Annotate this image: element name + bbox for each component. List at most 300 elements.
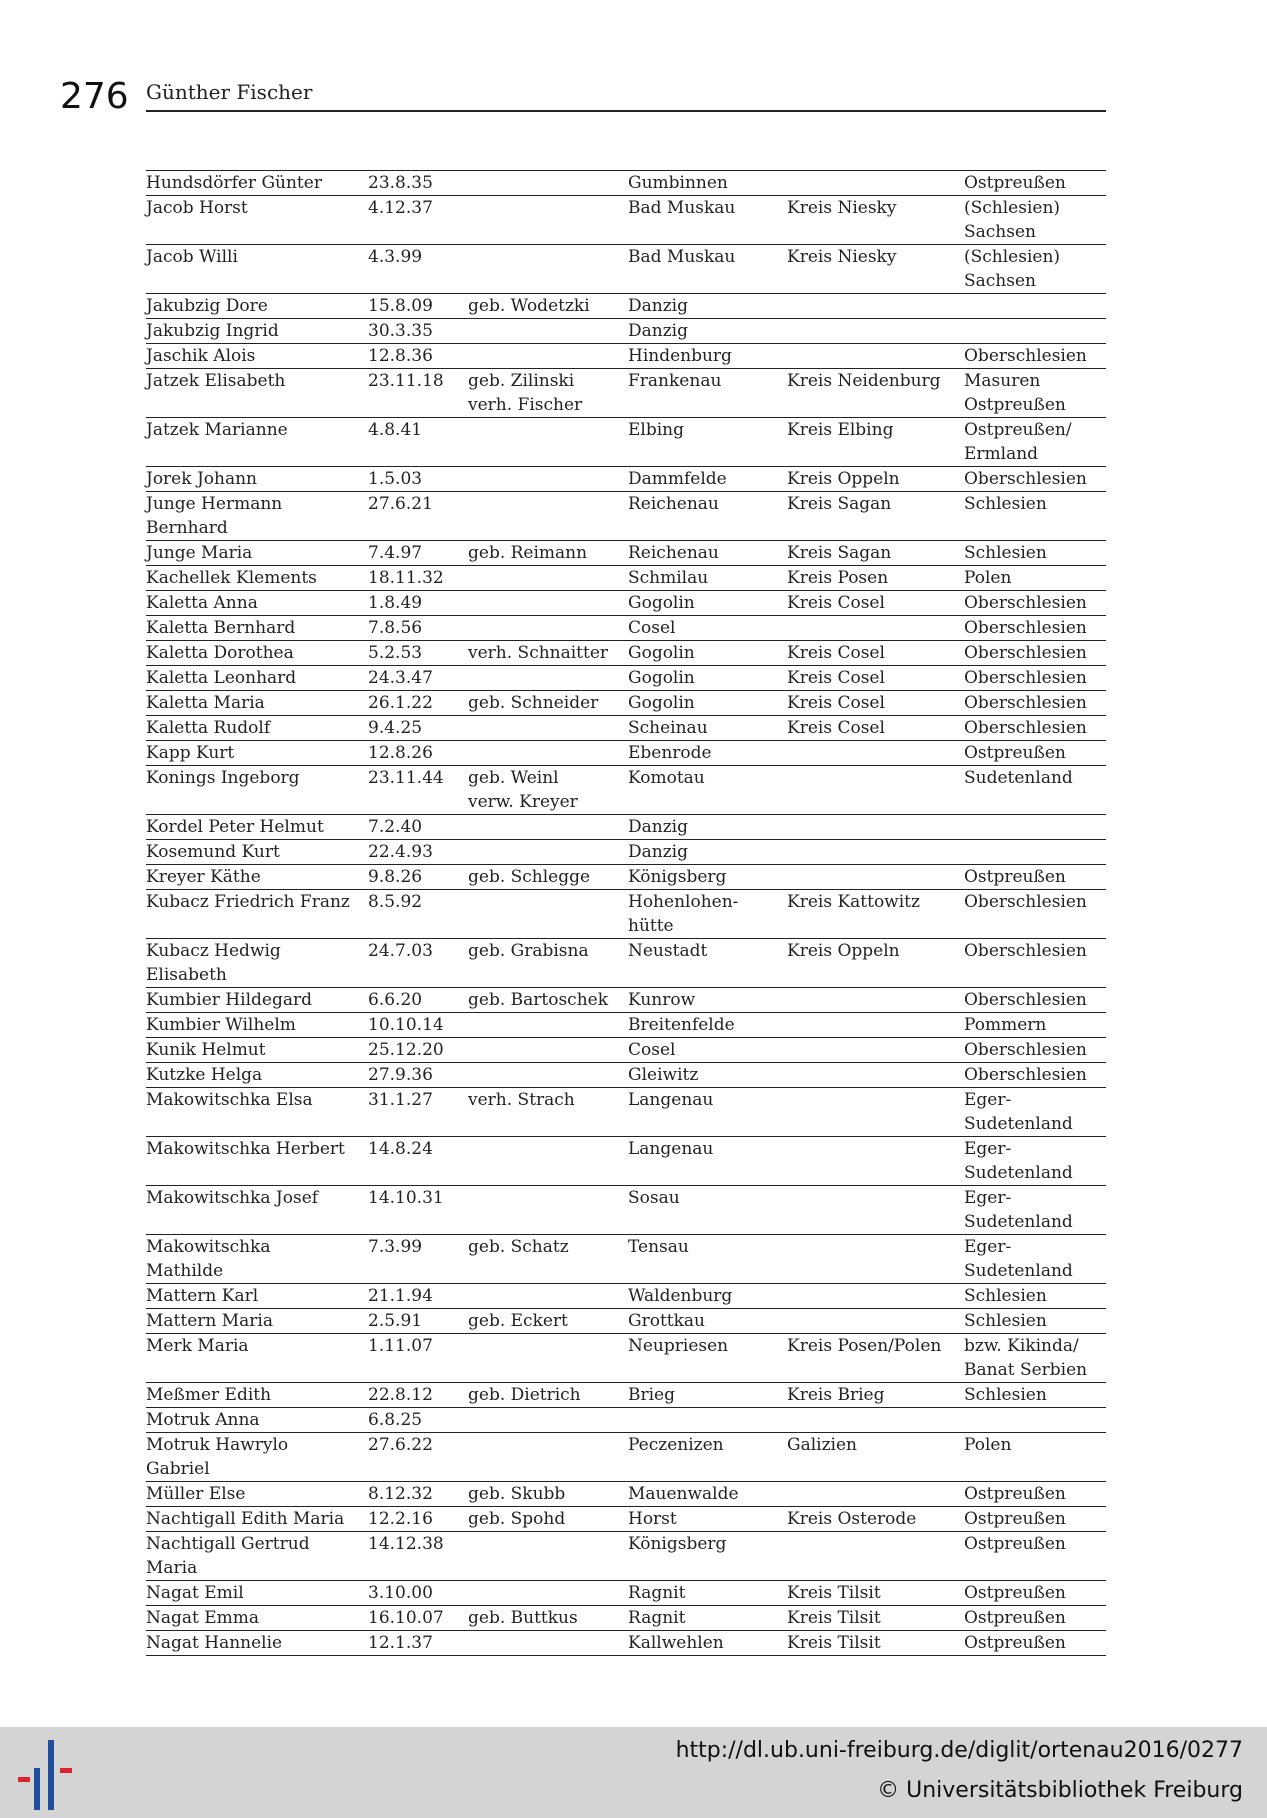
- cell-district: [787, 1235, 964, 1284]
- cell-birth-date: 1.5.03: [368, 467, 468, 492]
- table-row: [146, 196, 1106, 245]
- cell-birth-date: 4.12.37: [368, 196, 468, 245]
- cell-birthplace: Breitenfelde: [628, 1013, 787, 1038]
- cell-district: [787, 1186, 964, 1235]
- table-row: [146, 840, 1106, 865]
- cell-region: Ostpreußen: [964, 1532, 1106, 1581]
- footer-url-link[interactable]: http://dl.ub.uni-freiburg.de/diglit/ortenau2016/0277: [675, 1738, 1243, 1763]
- cell-district: Kreis Cosel: [787, 666, 964, 691]
- table-row: [146, 1334, 1106, 1383]
- cell-name: Kubacz Hedwig Elisabeth: [146, 939, 368, 988]
- cell-name-note: [468, 1334, 628, 1383]
- cell-name: Nagat Emma: [146, 1606, 368, 1631]
- table-row: [146, 766, 1106, 815]
- cell-name: Mattern Karl: [146, 1284, 368, 1309]
- cell-birth-date: 1.8.49: [368, 591, 468, 616]
- cell-district: [787, 1309, 964, 1334]
- cell-name: Kutzke Helga: [146, 1063, 368, 1088]
- cell-name: Jatzek Marianne: [146, 418, 368, 467]
- cell-birth-date: 10.10.14: [368, 1013, 468, 1038]
- cell-region: [964, 294, 1106, 319]
- cell-district: [787, 1532, 964, 1581]
- cell-name: Jakubzig Ingrid: [146, 319, 368, 344]
- cell-name: Nagat Hannelie: [146, 1631, 368, 1656]
- cell-name-note: [468, 591, 628, 616]
- cell-region: Oberschlesien: [964, 641, 1106, 666]
- table-row: [146, 1309, 1106, 1334]
- cell-name-note: [468, 666, 628, 691]
- cell-birth-date: 26.1.22: [368, 691, 468, 716]
- cell-name: Mattern Maria: [146, 1309, 368, 1334]
- cell-region: Polen: [964, 566, 1106, 591]
- cell-name: Jakubzig Dore: [146, 294, 368, 319]
- register-body: [146, 171, 1106, 1656]
- cell-district: Kreis Tilsit: [787, 1581, 964, 1606]
- cell-district: Kreis Brieg: [787, 1383, 964, 1408]
- cell-district: Galizien: [787, 1433, 964, 1482]
- cell-region: Oberschlesien: [964, 890, 1106, 939]
- cell-district: [787, 171, 964, 196]
- cell-birthplace: Reichenau: [628, 541, 787, 566]
- cell-district: Kreis Elbing: [787, 418, 964, 467]
- cell-region: Oberschlesien: [964, 467, 1106, 492]
- cell-region: Eger- Sudetenland: [964, 1186, 1106, 1235]
- table-row: [146, 1507, 1106, 1532]
- cell-district: Kreis Sagan: [787, 492, 964, 541]
- cell-district: Kreis Oppeln: [787, 467, 964, 492]
- cell-name-note: [468, 616, 628, 641]
- cell-birth-date: 8.12.32: [368, 1482, 468, 1507]
- cell-name-note: geb. Schneider: [468, 691, 628, 716]
- cell-name: Jorek Johann: [146, 467, 368, 492]
- table-row: [146, 1631, 1106, 1656]
- cell-birthplace: Langenau: [628, 1088, 787, 1137]
- running-head-author: Günther Fischer: [146, 80, 313, 104]
- cell-region: Ostpreußen: [964, 1606, 1106, 1631]
- table-row: [146, 344, 1106, 369]
- table-row: [146, 1137, 1106, 1186]
- cell-birth-date: 18.11.32: [368, 566, 468, 591]
- cell-birthplace: Kunrow: [628, 988, 787, 1013]
- table-row: [146, 319, 1106, 344]
- cell-birth-date: 23.11.18: [368, 369, 468, 418]
- cell-name-note: geb. Schatz: [468, 1235, 628, 1284]
- table-row: [146, 988, 1106, 1013]
- cell-name: Müller Else: [146, 1482, 368, 1507]
- cell-birth-date: 16.10.07: [368, 1606, 468, 1631]
- table-row: [146, 294, 1106, 319]
- cell-name-note: [468, 1038, 628, 1063]
- cell-birth-date: 21.1.94: [368, 1284, 468, 1309]
- cell-region: Oberschlesien: [964, 616, 1106, 641]
- cell-district: Kreis Kattowitz: [787, 890, 964, 939]
- cell-name: Kaletta Bernhard: [146, 616, 368, 641]
- cell-region: [964, 840, 1106, 865]
- cell-name-note: [468, 566, 628, 591]
- cell-district: [787, 1063, 964, 1088]
- cell-name-note: geb. Wodetzki: [468, 294, 628, 319]
- cell-birthplace: Horst: [628, 1507, 787, 1532]
- cell-birthplace: Königsberg: [628, 1532, 787, 1581]
- cell-name-note: geb. Grabisna: [468, 939, 628, 988]
- cell-district: [787, 344, 964, 369]
- cell-name-note: [468, 1137, 628, 1186]
- table-row: [146, 566, 1106, 591]
- cell-region: Oberschlesien: [964, 988, 1106, 1013]
- cell-district: Kreis Cosel: [787, 691, 964, 716]
- cell-birth-date: 30.3.35: [368, 319, 468, 344]
- table-row: [146, 591, 1106, 616]
- cell-region: Schlesien: [964, 541, 1106, 566]
- cell-name-note: [468, 418, 628, 467]
- cell-name-note: geb. Spohd: [468, 1507, 628, 1532]
- cell-birthplace: Waldenburg: [628, 1284, 787, 1309]
- cell-region: (Schlesien) Sachsen: [964, 196, 1106, 245]
- cell-birth-date: 4.3.99: [368, 245, 468, 294]
- university-library-logo-icon: [14, 1740, 84, 1810]
- cell-name-note: [468, 344, 628, 369]
- cell-region: Oberschlesien: [964, 591, 1106, 616]
- cell-name-note: [468, 196, 628, 245]
- cell-region: Ostpreußen: [964, 1581, 1106, 1606]
- cell-birthplace: Danzig: [628, 815, 787, 840]
- cell-name-note: [468, 716, 628, 741]
- cell-birthplace: Gleiwitz: [628, 1063, 787, 1088]
- cell-birth-date: 4.8.41: [368, 418, 468, 467]
- cell-name-note: geb. Reimann: [468, 541, 628, 566]
- cell-birth-date: 1.11.07: [368, 1334, 468, 1383]
- cell-birth-date: 15.8.09: [368, 294, 468, 319]
- cell-name: Merk Maria: [146, 1334, 368, 1383]
- cell-district: Kreis Osterode: [787, 1507, 964, 1532]
- cell-region: Oberschlesien: [964, 1038, 1106, 1063]
- cell-birth-date: 27.9.36: [368, 1063, 468, 1088]
- cell-district: [787, 1013, 964, 1038]
- table-row: [146, 1235, 1106, 1284]
- cell-birth-date: 2.5.91: [368, 1309, 468, 1334]
- table-row: [146, 641, 1106, 666]
- cell-name-note: [468, 1581, 628, 1606]
- cell-region: Ostpreußen: [964, 1631, 1106, 1656]
- register-table: [146, 170, 1106, 1656]
- page-number: 276: [60, 76, 129, 117]
- cell-birthplace: Ragnit: [628, 1581, 787, 1606]
- cell-name-note: [468, 1013, 628, 1038]
- cell-name-note: [468, 890, 628, 939]
- cell-district: [787, 1137, 964, 1186]
- cell-birthplace: Danzig: [628, 840, 787, 865]
- cell-birth-date: 14.10.31: [368, 1186, 468, 1235]
- cell-region: Schlesien: [964, 1284, 1106, 1309]
- cell-name: Jaschik Alois: [146, 344, 368, 369]
- cell-district: [787, 741, 964, 766]
- cell-name: Kapp Kurt: [146, 741, 368, 766]
- cell-name-note: [468, 1063, 628, 1088]
- cell-name: Jatzek Elisabeth: [146, 369, 368, 418]
- cell-district: [787, 616, 964, 641]
- cell-birthplace: Cosel: [628, 616, 787, 641]
- footer-copyright: © Universitätsbibliothek Freiburg: [877, 1778, 1243, 1803]
- cell-birthplace: Cosel: [628, 1038, 787, 1063]
- cell-birth-date: 6.8.25: [368, 1408, 468, 1433]
- cell-birthplace: Kallwehlen: [628, 1631, 787, 1656]
- cell-region: Ostpreußen: [964, 741, 1106, 766]
- cell-birthplace: Königsberg: [628, 865, 787, 890]
- cell-name-note: [468, 1532, 628, 1581]
- cell-region: Schlesien: [964, 1383, 1106, 1408]
- cell-region: Eger- Sudetenland: [964, 1235, 1106, 1284]
- cell-district: [787, 294, 964, 319]
- cell-name: Makowitschka Josef: [146, 1186, 368, 1235]
- table-row: [146, 741, 1106, 766]
- cell-region: Ostpreußen: [964, 171, 1106, 196]
- cell-name-note: [468, 840, 628, 865]
- cell-name-note: [468, 815, 628, 840]
- cell-district: [787, 840, 964, 865]
- cell-birthplace: Dammfelde: [628, 467, 787, 492]
- table-row: [146, 865, 1106, 890]
- cell-name: Motruk Hawrylo Gabriel: [146, 1433, 368, 1482]
- cell-name-note: geb. Weinl verw. Kreyer: [468, 766, 628, 815]
- table-row: [146, 1482, 1106, 1507]
- cell-name: Kaletta Leonhard: [146, 666, 368, 691]
- cell-district: Kreis Cosel: [787, 716, 964, 741]
- cell-district: [787, 319, 964, 344]
- cell-name-note: geb. Schlegge: [468, 865, 628, 890]
- cell-birthplace: Frankenau: [628, 369, 787, 418]
- cell-district: [787, 1038, 964, 1063]
- cell-region: Pommern: [964, 1013, 1106, 1038]
- cell-region: [964, 319, 1106, 344]
- cell-name: Makowitschka Herbert: [146, 1137, 368, 1186]
- table-row: [146, 939, 1106, 988]
- cell-birth-date: 14.8.24: [368, 1137, 468, 1186]
- cell-district: Kreis Cosel: [787, 591, 964, 616]
- cell-region: Schlesien: [964, 492, 1106, 541]
- cell-birthplace: Scheinau: [628, 716, 787, 741]
- cell-birthplace: Gumbinnen: [628, 171, 787, 196]
- cell-birthplace: Grottkau: [628, 1309, 787, 1334]
- cell-region: Eger- Sudetenland: [964, 1088, 1106, 1137]
- table-row: [146, 541, 1106, 566]
- table-row: [146, 245, 1106, 294]
- cell-birth-date: 22.8.12: [368, 1383, 468, 1408]
- table-row: [146, 616, 1106, 641]
- cell-name: Kordel Peter Helmut: [146, 815, 368, 840]
- table-row: [146, 815, 1106, 840]
- cell-name: Kumbier Hildegard: [146, 988, 368, 1013]
- cell-name: Kaletta Dorothea: [146, 641, 368, 666]
- cell-name: Jacob Willi: [146, 245, 368, 294]
- cell-birthplace: Komotau: [628, 766, 787, 815]
- cell-region: Masuren Ostpreußen: [964, 369, 1106, 418]
- table-row: [146, 467, 1106, 492]
- cell-birthplace: Gogolin: [628, 666, 787, 691]
- cell-name-note: [468, 1284, 628, 1309]
- table-row: [146, 418, 1106, 467]
- cell-birth-date: 23.8.35: [368, 171, 468, 196]
- cell-district: [787, 766, 964, 815]
- cell-name-note: [468, 1186, 628, 1235]
- cell-birthplace: Brieg: [628, 1383, 787, 1408]
- cell-birth-date: 24.3.47: [368, 666, 468, 691]
- table-row: [146, 1063, 1106, 1088]
- table-row: [146, 1088, 1106, 1137]
- cell-name-note: [468, 492, 628, 541]
- cell-region: Sudetenland: [964, 766, 1106, 815]
- cell-name: Konings Ingeborg: [146, 766, 368, 815]
- cell-district: Kreis Oppeln: [787, 939, 964, 988]
- cell-name: Kunik Helmut: [146, 1038, 368, 1063]
- cell-name-note: [468, 741, 628, 766]
- cell-name: Meßmer Edith: [146, 1383, 368, 1408]
- cell-birth-date: 7.2.40: [368, 815, 468, 840]
- table-row: [146, 1284, 1106, 1309]
- cell-birthplace: Langenau: [628, 1137, 787, 1186]
- cell-district: Kreis Niesky: [787, 245, 964, 294]
- table-row: [146, 369, 1106, 418]
- cell-birth-date: 12.8.26: [368, 741, 468, 766]
- cell-name-note: [468, 1631, 628, 1656]
- cell-birthplace: Schmilau: [628, 566, 787, 591]
- cell-district: Kreis Posen/Polen: [787, 1334, 964, 1383]
- cell-region: Ostpreußen: [964, 1507, 1106, 1532]
- cell-name-note: verh. Strach: [468, 1088, 628, 1137]
- cell-name-note: [468, 319, 628, 344]
- cell-name: Kubacz Friedrich Franz: [146, 890, 368, 939]
- table-row: [146, 1532, 1106, 1581]
- cell-name-note: geb. Zilinski verh. Fischer: [468, 369, 628, 418]
- cell-name-note: geb. Dietrich: [468, 1383, 628, 1408]
- table-row: [146, 171, 1106, 196]
- cell-birthplace: Gogolin: [628, 591, 787, 616]
- cell-birth-date: 12.2.16: [368, 1507, 468, 1532]
- cell-name: Makowitschka Elsa: [146, 1088, 368, 1137]
- cell-district: Kreis Tilsit: [787, 1606, 964, 1631]
- cell-birth-date: 7.4.97: [368, 541, 468, 566]
- cell-name-note: [468, 1433, 628, 1482]
- table-row: [146, 492, 1106, 541]
- cell-district: Kreis Sagan: [787, 541, 964, 566]
- cell-birth-date: 23.11.44: [368, 766, 468, 815]
- cell-name-note: [468, 171, 628, 196]
- header-rule: [146, 110, 1106, 112]
- cell-birthplace: Danzig: [628, 294, 787, 319]
- cell-name: Kosemund Kurt: [146, 840, 368, 865]
- cell-region: Oberschlesien: [964, 666, 1106, 691]
- cell-birthplace: Bad Muskau: [628, 196, 787, 245]
- cell-birthplace: Gogolin: [628, 691, 787, 716]
- cell-birth-date: 9.4.25: [368, 716, 468, 741]
- cell-name: Kaletta Anna: [146, 591, 368, 616]
- cell-district: Kreis Tilsit: [787, 1631, 964, 1656]
- table-row: [146, 1383, 1106, 1408]
- cell-name: Kumbier Wilhelm: [146, 1013, 368, 1038]
- cell-birth-date: 31.1.27: [368, 1088, 468, 1137]
- cell-birthplace: Gogolin: [628, 641, 787, 666]
- cell-district: [787, 988, 964, 1013]
- table-row: [146, 1606, 1106, 1631]
- cell-region: Oberschlesien: [964, 1063, 1106, 1088]
- cell-birthplace: Sosau: [628, 1186, 787, 1235]
- cell-birthplace: Mauenwalde: [628, 1482, 787, 1507]
- cell-birth-date: 6.6.20: [368, 988, 468, 1013]
- cell-district: Kreis Posen: [787, 566, 964, 591]
- cell-birth-date: 7.3.99: [368, 1235, 468, 1284]
- cell-district: [787, 1088, 964, 1137]
- cell-name: Junge Maria: [146, 541, 368, 566]
- cell-name: Nachtigall Edith Maria: [146, 1507, 368, 1532]
- cell-district: Kreis Neidenburg: [787, 369, 964, 418]
- cell-birthplace: Peczenizen: [628, 1433, 787, 1482]
- cell-region: Oberschlesien: [964, 344, 1106, 369]
- cell-name: Kachellek Klements: [146, 566, 368, 591]
- cell-birth-date: 27.6.21: [368, 492, 468, 541]
- cell-district: [787, 1284, 964, 1309]
- table-row: [146, 1038, 1106, 1063]
- cell-birthplace: Neupriesen: [628, 1334, 787, 1383]
- table-row: [146, 691, 1106, 716]
- cell-birth-date: 3.10.00: [368, 1581, 468, 1606]
- cell-region: Schlesien: [964, 1309, 1106, 1334]
- table-row: [146, 716, 1106, 741]
- table-row: [146, 1408, 1106, 1433]
- cell-birthplace: Reichenau: [628, 492, 787, 541]
- table-row: [146, 890, 1106, 939]
- cell-name-note: [468, 1408, 628, 1433]
- cell-name: Kaletta Rudolf: [146, 716, 368, 741]
- cell-birth-date: 25.12.20: [368, 1038, 468, 1063]
- cell-region: Oberschlesien: [964, 939, 1106, 988]
- cell-birthplace: Ragnit: [628, 1606, 787, 1631]
- cell-name: Hundsdörfer Günter: [146, 171, 368, 196]
- cell-birthplace: Bad Muskau: [628, 245, 787, 294]
- cell-birth-date: 14.12.38: [368, 1532, 468, 1581]
- table-row: [146, 1186, 1106, 1235]
- cell-name-note: [468, 245, 628, 294]
- cell-birth-date: 7.8.56: [368, 616, 468, 641]
- cell-birthplace: [628, 1408, 787, 1433]
- cell-birthplace: Ebenrode: [628, 741, 787, 766]
- cell-birth-date: 12.1.37: [368, 1631, 468, 1656]
- cell-birthplace: Elbing: [628, 418, 787, 467]
- cell-name: Makowitschka Mathilde: [146, 1235, 368, 1284]
- cell-name-note: geb. Skubb: [468, 1482, 628, 1507]
- cell-district: [787, 1482, 964, 1507]
- cell-birth-date: 12.8.36: [368, 344, 468, 369]
- cell-name-note: [468, 467, 628, 492]
- cell-name: Kreyer Käthe: [146, 865, 368, 890]
- cell-region: Eger- Sudetenland: [964, 1137, 1106, 1186]
- table-row: [146, 666, 1106, 691]
- cell-name: Jacob Horst: [146, 196, 368, 245]
- cell-birthplace: Danzig: [628, 319, 787, 344]
- cell-region: Ostpreußen/ Ermland: [964, 418, 1106, 467]
- cell-birthplace: Hindenburg: [628, 344, 787, 369]
- table-row: [146, 1013, 1106, 1038]
- cell-region: [964, 815, 1106, 840]
- cell-district: [787, 1408, 964, 1433]
- cell-region: Ostpreußen: [964, 1482, 1106, 1507]
- cell-region: Ostpreußen: [964, 865, 1106, 890]
- cell-region: [964, 1408, 1106, 1433]
- cell-name: Motruk Anna: [146, 1408, 368, 1433]
- cell-region: bzw. Kikinda/ Banat Serbien: [964, 1334, 1106, 1383]
- cell-region: (Schlesien) Sachsen: [964, 245, 1106, 294]
- cell-name-note: geb. Eckert: [468, 1309, 628, 1334]
- cell-region: Oberschlesien: [964, 691, 1106, 716]
- cell-district: Kreis Niesky: [787, 196, 964, 245]
